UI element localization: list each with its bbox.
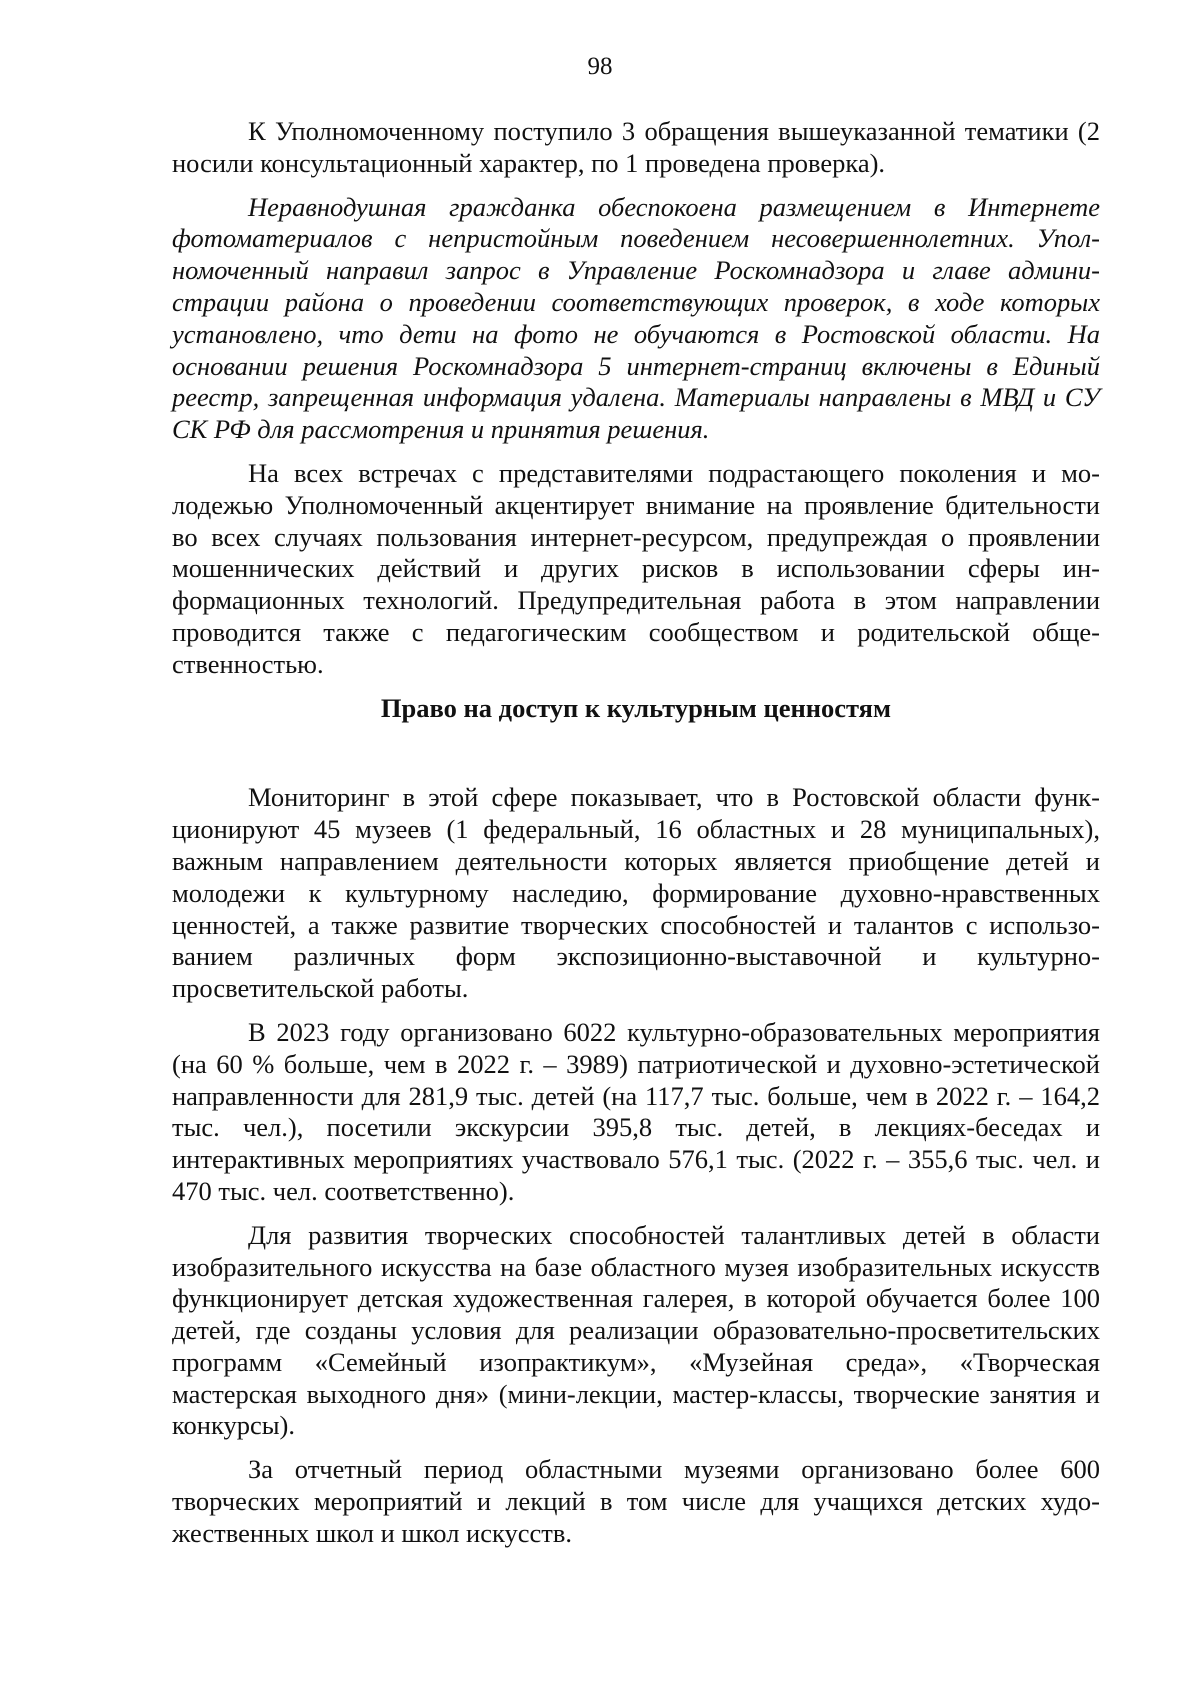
paragraph-youth-vigilance: На всех встречах с представителями подрастающего поколения и молодежью Уполномоченный акцентирует внимание на проявление бдительности во всех случаях пользования интернет-ресурсом, предупреждая о проявлении мошеннических действий и других рисков в использовании сферы информационных технологий. Предупредительная работа в этом направлении проводится также с педагогическим сообществом и родительской общественностью.: [172, 457, 1100, 679]
paragraph-museums-monitoring: Мониторинг в этой сфере показывает, что в Ростовской области функционируют 45 музеев (1 федеральный, 16 областных и 28 муниципальных), важным направлением деятельности которых является приобщение детей и молодежи к культурному наследию, формирование духовно-нравственных ценностей, а также развитие творческих способностей и талантов с использованием различных форм экспозиционно-выставочной и культурно-просветительской работы.: [172, 782, 1100, 1004]
paragraph-art-gallery: Для развития творческих способностей талантливых детей в области изобразительного искусства на базе областного музея изобразительных искусств функционирует детская художественная галерея, в которой обучается более 100 детей, где созданы условия для реализации образовательно-просветительских программ «Семейный изопрактикум», «Музейная среда», «Творческая мастерская выходного дня» (мини-лекции, мастер-классы, творческие занятия и конкурсы).: [172, 1219, 1100, 1441]
paragraph-case-example: Неравнодушная гражданка обеспокоена размещением в Интернете фотоматериалов с непристойным поведением несовершеннолетних. Уполномоченный направил запрос в Управление Роскомнадзора и главе администрации района о проведении соответствующих проверок, в ходе которых установлено, что дети на фото не обучаются в Ростовской области. На основании решения Роскомнадзора 5 интернет-страниц включены в Единый реестр, запрещенная информация удалена. Материалы направлены в МВД и СУ СК РФ для рассмотрения и принятия решения.: [172, 191, 1100, 445]
paragraph-events-statistics: В 2023 году организовано 6022 культурно-образовательных мероприятия (на 60 % больше, чем в 2022 г. – 3989) патриотической и духовно-эстетической направленности для 281,9 тыс. детей (на 117,7 тыс. больше, чем в 2022 г. – 164,2 тыс. чел.), посетили экскурсии 395,8 тыс. детей, в лекциях-беседах и интерактивных мероприятиях участвовало 576,1 тыс. (2022 г. – 355,6 тыс. чел. и 470 тыс. чел. соответственно).: [172, 1016, 1100, 1206]
paragraph-appeals-count: К Уполномоченному поступило 3 обращения вышеуказанной тематики (2 носили консультационный характер, по 1 проведена проверка).: [172, 116, 1100, 178]
section-heading: Право на доступ к культурным ценностям: [380, 692, 892, 723]
document-body: [172, 116, 1100, 1562]
paragraph-creative-events: За отчетный период областными музеями организовано более 600 творческих мероприятий и лекций в том числе для учащихся детских художественных школ и школ искусств.: [172, 1454, 1100, 1548]
page-number: 98: [587, 53, 613, 80]
